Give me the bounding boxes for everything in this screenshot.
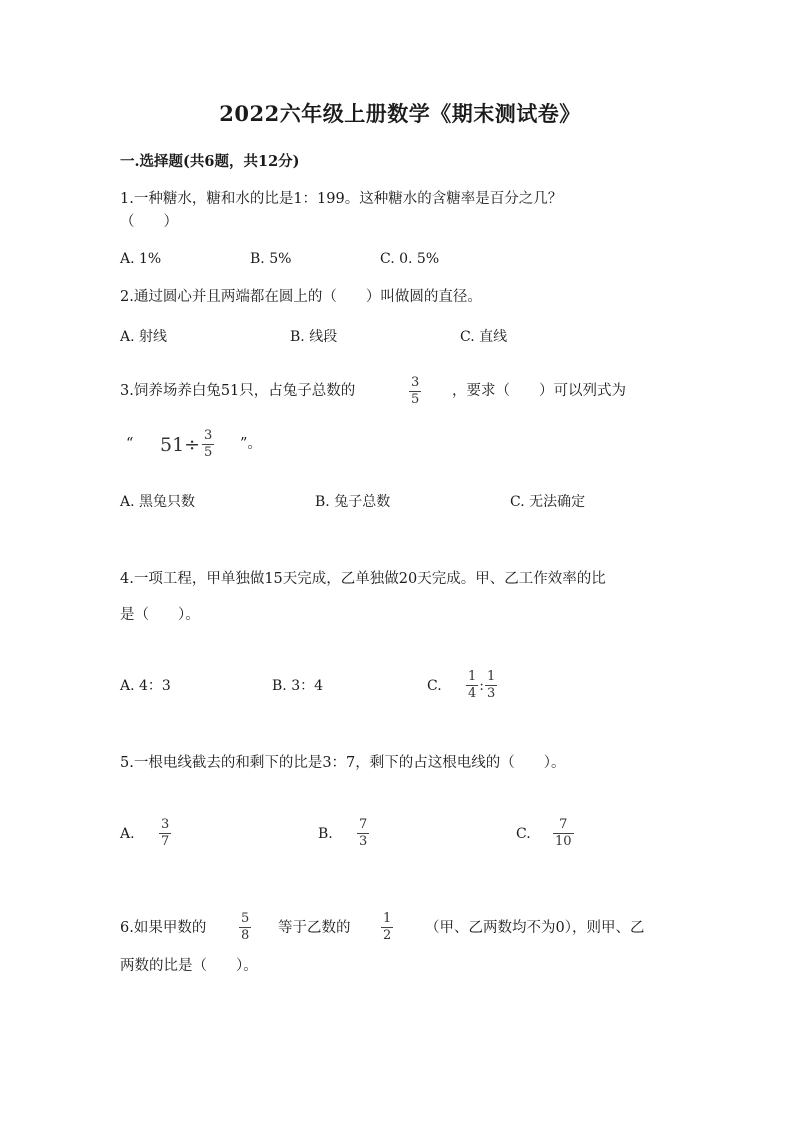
q2-option-b[interactable]: B. 线段 <box>290 329 338 345</box>
fraction-numerator: 7 <box>559 817 568 832</box>
fraction-denominator: 2 <box>383 928 392 943</box>
q3-option-c[interactable]: C. 无法确定 <box>510 494 586 510</box>
question-3-text-tail: ，要求（ ）可以列式为 <box>452 383 626 399</box>
q5-option-b[interactable]: B. <box>318 826 333 842</box>
question-2-text: 2.通过圆心并且两端都在圆上的（ ）叫做圆的直径。 <box>120 289 482 305</box>
q4-option-a[interactable]: A. 4：3 <box>120 678 171 694</box>
q4-option-c-ratio[interactable] <box>466 670 497 701</box>
question-4-text-line2: 是（ ）。 <box>120 607 200 623</box>
fraction-numerator: 1 <box>487 669 496 684</box>
fraction-numerator: 3 <box>411 375 420 390</box>
q5-option-b-fraction[interactable] <box>357 818 369 849</box>
ratio-fraction-1 <box>466 670 478 701</box>
question-6-text-mid: 等于乙数的 <box>278 920 351 936</box>
fraction-numerator: 5 <box>241 911 250 926</box>
fraction-denominator: 10 <box>555 834 572 849</box>
q4-option-c[interactable]: C. <box>427 678 442 694</box>
fraction-numerator: 7 <box>359 817 368 832</box>
question-4-text: 4.一项工程，甲单独做15天完成，乙单独做20天完成。甲、乙工作效率的比 <box>120 571 606 587</box>
q3-expression-fraction <box>202 429 214 460</box>
q3-option-b[interactable]: B. 兔子总数 <box>315 494 391 510</box>
q6-fraction-2 <box>381 912 393 943</box>
fraction-numerator: 1 <box>468 669 477 684</box>
q6-fraction-1 <box>239 912 251 943</box>
fraction-numerator: 3 <box>161 817 170 832</box>
q1-option-a[interactable]: A. 1% <box>120 251 162 267</box>
question-1-text: 1.一种糖水，糖和水的比是1：199。这种糖水的含糖率是百分之几？ <box>120 191 563 207</box>
q1-option-b[interactable]: B. 5% <box>250 251 292 267</box>
q2-option-a[interactable]: A. 射线 <box>120 329 168 345</box>
page-title: 2022六年级上册数学《期末测试卷》 <box>219 101 581 126</box>
q5-option-a[interactable]: A. <box>120 826 135 842</box>
q3-fraction <box>409 376 421 407</box>
q5-option-c-fraction[interactable] <box>553 818 574 849</box>
ratio-colon: : <box>479 677 484 694</box>
section-heading: 一.选择题(共6题，共12分) <box>120 153 300 170</box>
q4-option-b[interactable]: B. 3：4 <box>272 678 324 694</box>
fraction-denominator: 3 <box>487 686 496 701</box>
open-quote: “ <box>126 436 134 452</box>
fraction-denominator: 7 <box>161 834 170 849</box>
ratio-fraction-2 <box>485 670 497 701</box>
fraction-numerator: 1 <box>383 911 392 926</box>
question-6-text-tail: （甲、乙两数均不为0），则甲、乙 <box>425 920 645 936</box>
q1-option-c[interactable]: C. 0. 5% <box>380 251 440 267</box>
fraction-denominator: 4 <box>468 686 477 701</box>
question-5-text: 5.一根电线截去的和剩下的比是3：7，剩下的占这根电线的（ ）。 <box>120 755 566 771</box>
question-6-text: 6.如果甲数的 <box>120 920 207 936</box>
q3-option-a[interactable]: A. 黑兔只数 <box>120 494 196 510</box>
fraction-denominator: 5 <box>411 392 420 407</box>
fraction-denominator: 3 <box>359 834 368 849</box>
fraction-numerator: 3 <box>204 428 213 443</box>
q2-option-c[interactable]: C. 直线 <box>460 329 508 345</box>
question-6-text-line2: 两数的比是（ ）。 <box>120 958 258 974</box>
question-1-blank: （ ） <box>120 214 178 230</box>
question-3-text: 3.饲养场养白兔51只，占兔子总数的 <box>120 383 356 399</box>
fraction-denominator: 8 <box>241 928 250 943</box>
fraction-denominator: 5 <box>204 445 213 460</box>
close-quote: ”。 <box>240 436 262 452</box>
q3-expression: 51÷ <box>160 434 201 456</box>
q5-option-c[interactable]: C. <box>516 826 531 842</box>
q5-option-a-fraction[interactable] <box>159 818 171 849</box>
